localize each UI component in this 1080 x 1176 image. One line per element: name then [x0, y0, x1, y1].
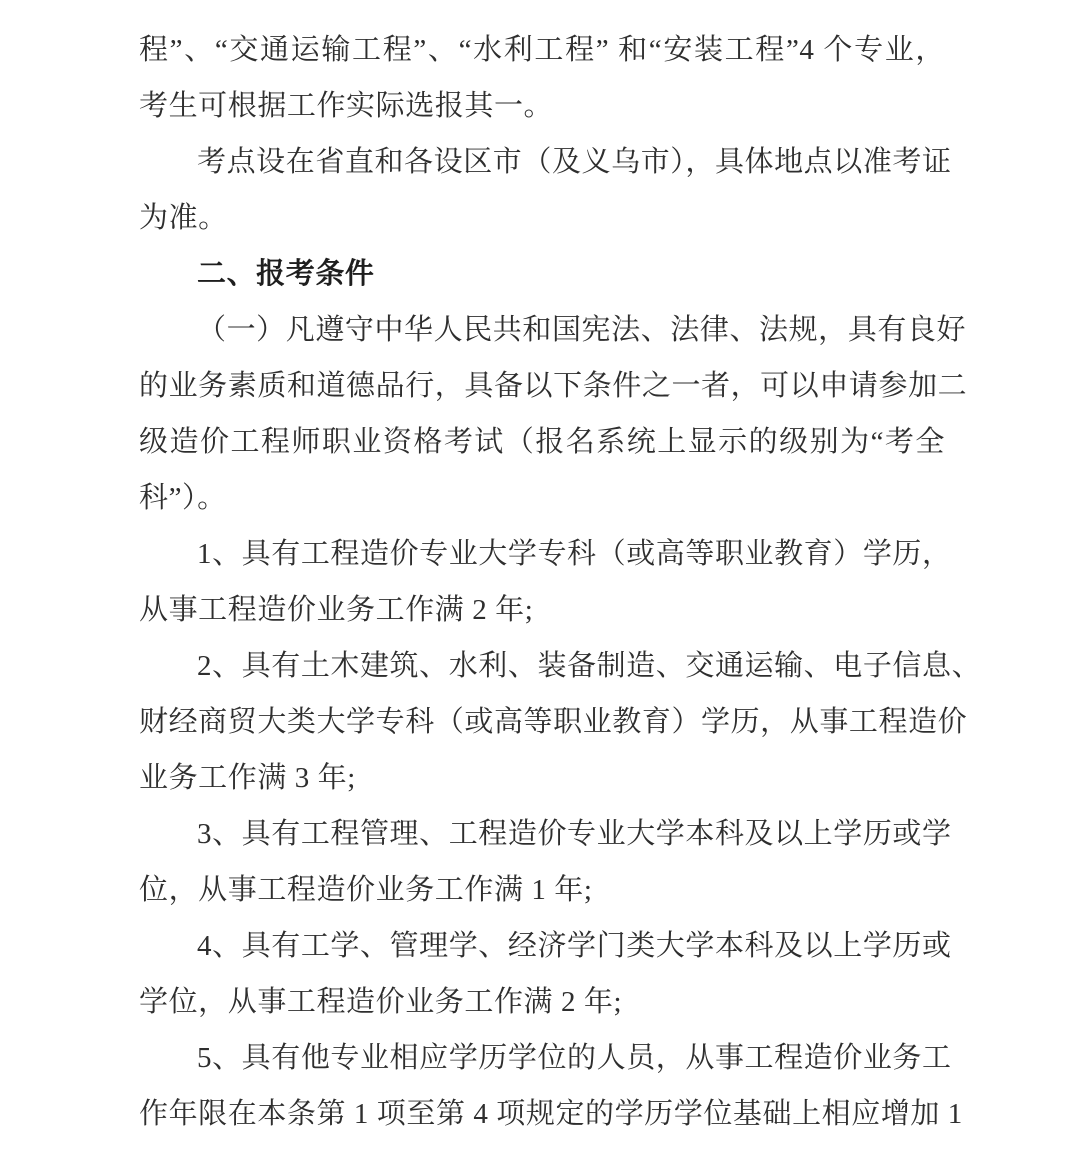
text-line: 级造价工程师职业资格考试（报名系统上显示的级别为“考全 — [139, 426, 945, 458]
document-body — [139, 22, 982, 1142]
text-line: 的业务素质和道德品行，具备以下条件之一者，可以申请参加二 — [139, 370, 968, 402]
text-line: 位，从事工程造价业务工作满 1 年; — [139, 874, 593, 906]
text-line: 学位，从事工程造价业务工作满 2 年; — [139, 986, 623, 1018]
text-line: 业务工作满 3 年; — [139, 762, 356, 794]
text-line: 财经商贸大类大学专科（或高等职业教育）学历，从事工程造价 — [139, 706, 968, 738]
text-line: 从事工程造价业务工作满 2 年; — [139, 594, 534, 626]
text-line: 2、具有土木建筑、水利、装备制造、交通运输、电子信息、 — [197, 650, 982, 682]
text-line: 程”、“交通运输工程”、“水利工程” 和“安装工程”4 个专业， — [139, 34, 945, 66]
text-line: 为准。 — [139, 202, 228, 234]
text-line: 考生可根据工作实际选报其一。 — [139, 90, 554, 122]
text-line: 3、具有工程管理、工程造价专业大学本科及以上学历或学 — [197, 818, 952, 850]
text-line: 作年限在本条第 1 项至第 4 项规定的学历学位基础上相应增加 1 — [139, 1098, 963, 1130]
text-line: 1、具有工程造价专业大学专科（或高等职业教育）学历， — [197, 538, 952, 570]
text-line: 5、具有他专业相应学历学位的人员，从事工程造价业务工 — [197, 1042, 952, 1074]
section-heading: 二、报考条件 — [197, 258, 375, 290]
text-line: 科”）。 — [139, 482, 227, 514]
text-line: （一）凡遵守中华人民共和国宪法、法律、法规，具有良好 — [197, 314, 967, 346]
text-line: 4、具有工学、管理学、经济学门类大学本科及以上学历或 — [197, 930, 952, 962]
text-line: 考点设在省直和各设区市（及义乌市），具体地点以准考证 — [197, 146, 952, 178]
